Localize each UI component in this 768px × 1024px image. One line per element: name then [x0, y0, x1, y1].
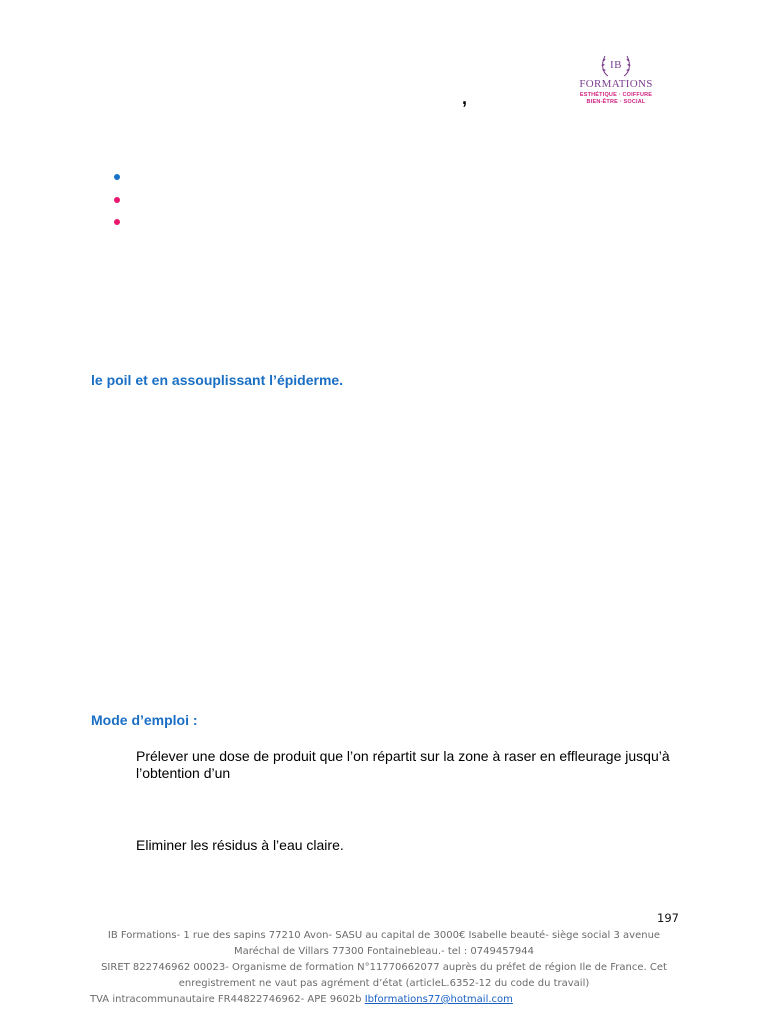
footer-vat-text: TVA intracommunautaire FR44822746962- APE 9602b — [90, 994, 365, 1005]
logo-tagline-1: ESTHÉTIQUE · COIFFURE — [579, 92, 653, 98]
logo-name: FORMATIONS — [579, 78, 653, 90]
footer-line-4: enregistrement ne vaut pas agrément d’état (articleL.6352-12 du code du travail) — [178, 978, 590, 989]
footer-line-2: Maréchal de Villars 77300 Fontainebleau.- tel : 0749457944 — [233, 946, 535, 957]
bullet-point-pink — [114, 219, 120, 225]
highlight-text: le poil et en assouplissant l’épiderme. — [91, 372, 344, 388]
footer-line-5 — [84, 992, 684, 1008]
instruction-paragraph-1: Prélever une dose de produit que l’on répartit sur la zone à raser en effleurage jusqu’à l’obtention d’un — [136, 748, 670, 781]
page-footer — [84, 928, 684, 1008]
footer-line-1: IB Formations- 1 rue des sapins 77210 Avon- SASU au capital de 3000€ Isabelle beauté- siège social 3 avenue — [107, 930, 661, 941]
logo-monogram: IB — [610, 59, 622, 71]
footer-line-3: SIRET 822746962 00023- Organisme de formation N°11770662077 auprès du préfet de région Ile de France. Cet — [101, 962, 667, 973]
company-logo — [568, 52, 664, 112]
instruction-paragraph-2: Eliminer les résidus à l’eau claire. — [136, 837, 344, 853]
footer-email-link[interactable]: Ibformations77@hotmail.com — [364, 994, 513, 1005]
page-number: 197 — [657, 911, 679, 925]
logo-tagline-2: BIEN-ÊTRE · SOCIAL — [586, 99, 646, 105]
header-comma: , — [462, 88, 468, 108]
bullet-point-blue — [114, 174, 120, 180]
section-heading-mode-emploi: Mode d’emploi : — [91, 712, 198, 728]
bullet-point-pink — [114, 197, 120, 203]
